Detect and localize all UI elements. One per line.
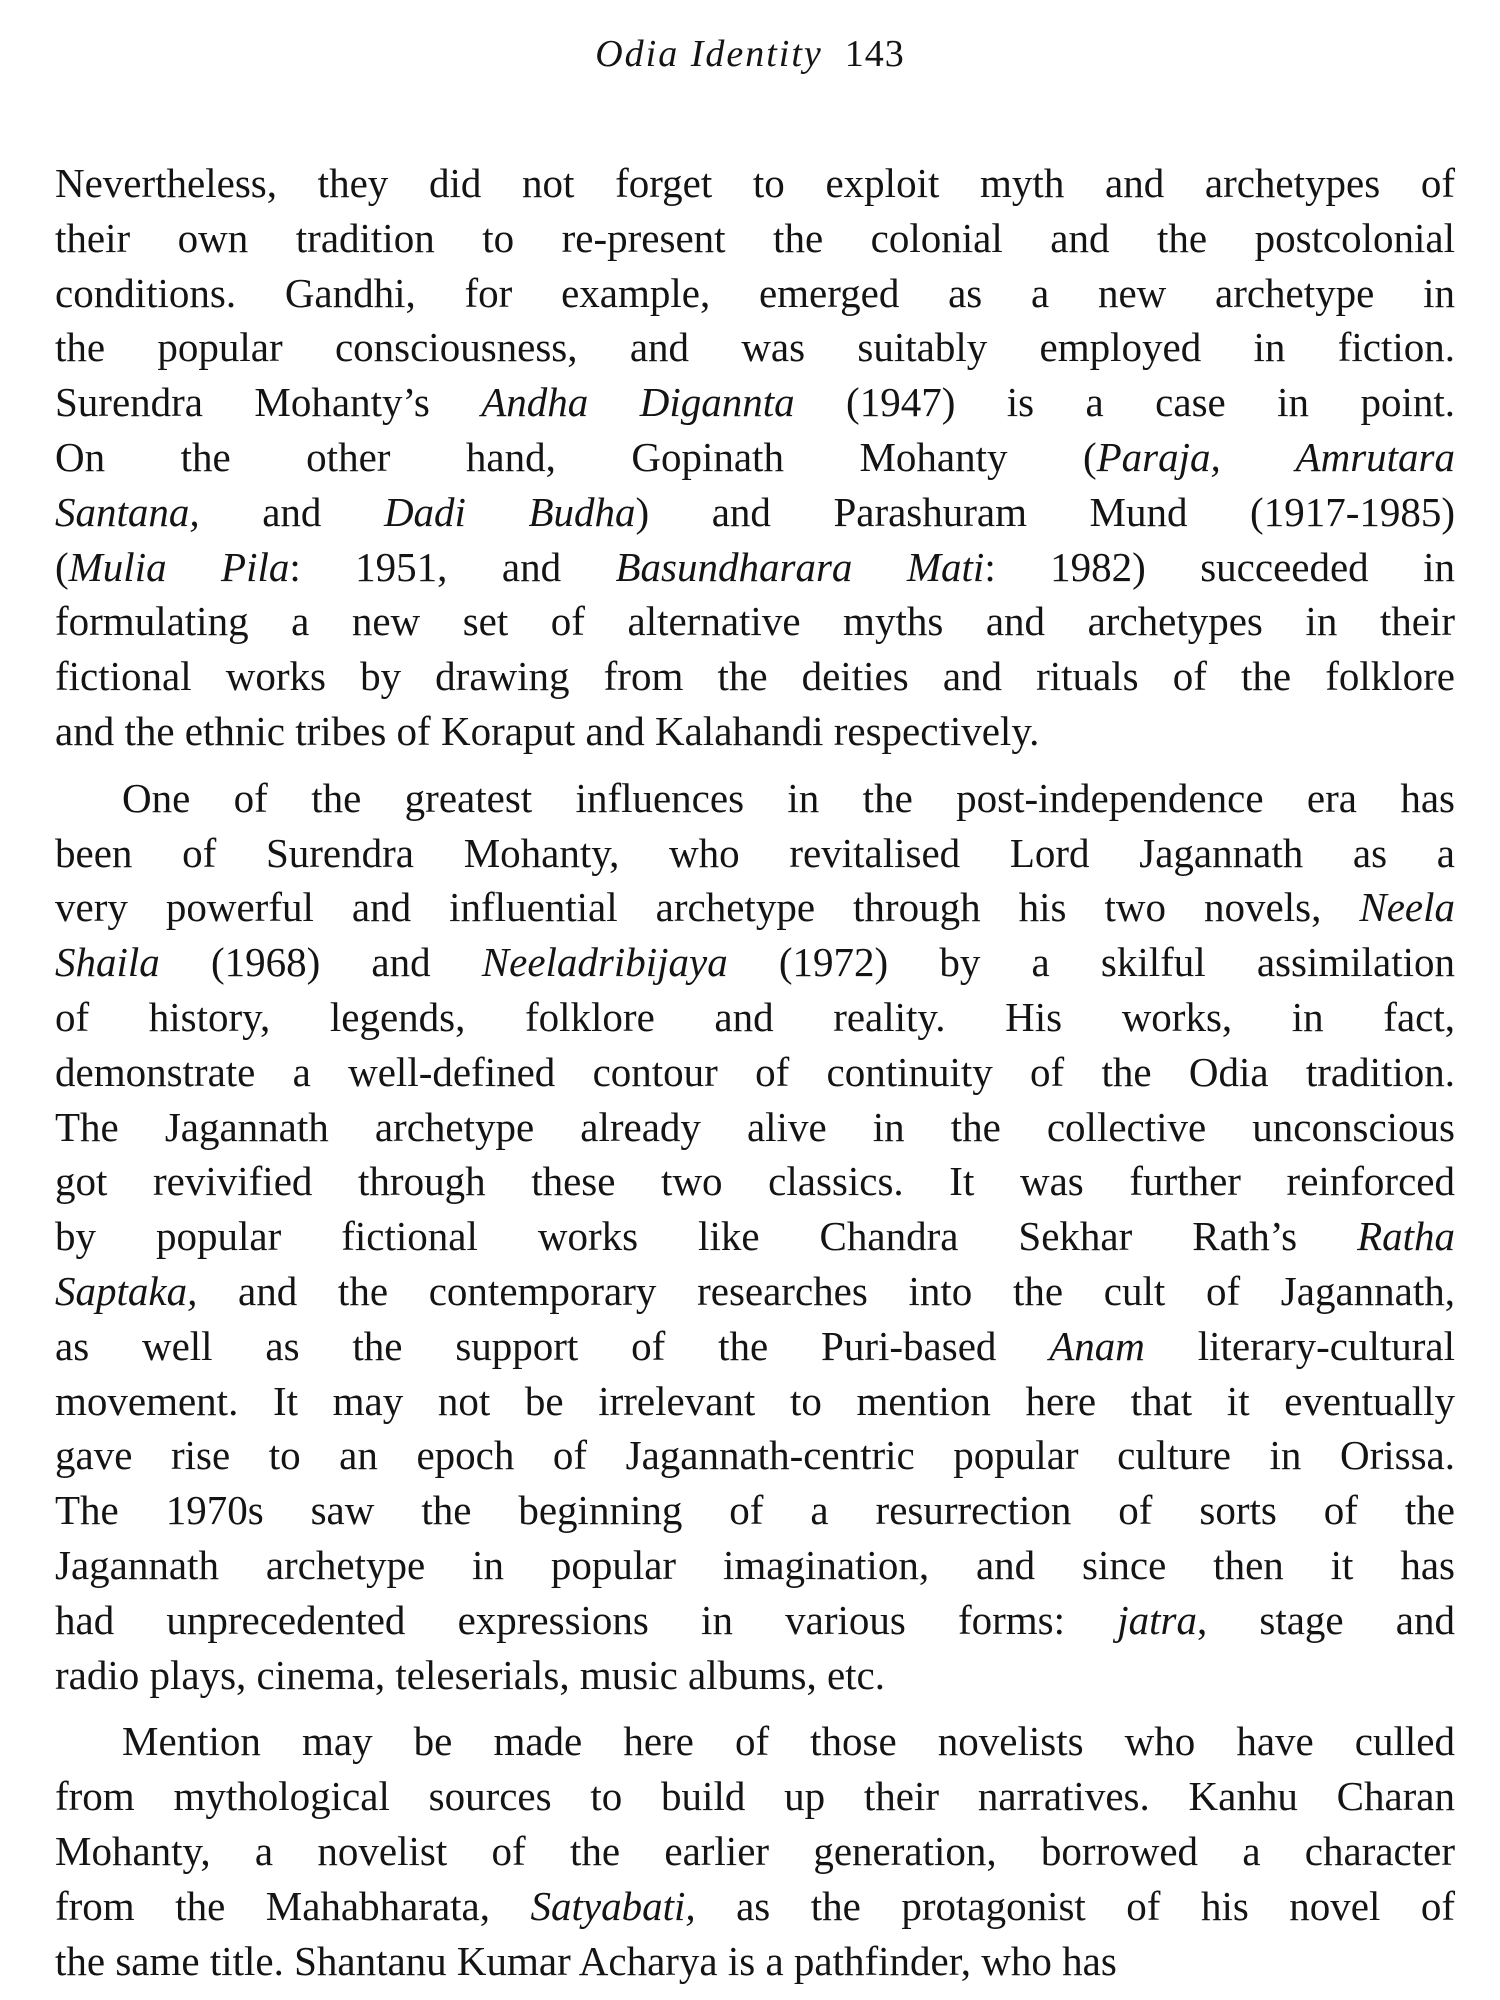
text-line: (Mulia Pila: 1951, and Basundharara Mati: 1982) succeeded in bbox=[55, 543, 1455, 590]
text-line: formulating a new set of alternative myths and archetypes in their bbox=[55, 598, 1455, 645]
text-line: gave rise to an epoch of Jagannath-centric popular culture in Orissa. bbox=[55, 1432, 1455, 1479]
text-line: One of the greatest influences in the post-independence era has bbox=[122, 774, 1455, 821]
text-line: of history, legends, folklore and reality. His works, in fact, bbox=[55, 993, 1455, 1040]
text-line: Mohanty, a novelist of the earlier generation, borrowed a character bbox=[55, 1827, 1455, 1874]
italic-title: Saptaka, bbox=[55, 1267, 198, 1314]
text-line: Santana, and Dadi Budha) and Parashuram Mund (1917-1985) bbox=[55, 488, 1455, 535]
italic-title: Santana, bbox=[55, 488, 200, 535]
text-line: been of Surendra Mohanty, who revitalised Lord Jagannath as a bbox=[55, 829, 1455, 876]
text-line: Mention may be made here of those novelists who have culled bbox=[122, 1718, 1455, 1765]
italic-title: Shaila bbox=[55, 939, 160, 986]
text-line: Jagannath archetype in popular imagination, and since then it has bbox=[55, 1541, 1455, 1588]
text-line: as well as the support of the Puri-based Anam literary-cultural bbox=[55, 1322, 1455, 1369]
text-line: radio plays, cinema, teleserials, music albums, etc. bbox=[55, 1651, 885, 1698]
italic-title: Anam bbox=[1049, 1322, 1145, 1369]
italic-title: Basundharara Mati bbox=[615, 543, 985, 590]
text-line: The 1970s saw the beginning of a resurrection of sorts of the bbox=[55, 1487, 1455, 1534]
text-line: had unprecedented expressions in various forms: jatra, stage and bbox=[55, 1596, 1455, 1643]
text-line: got revivified through these two classics. It was further reinforced bbox=[55, 1158, 1455, 1205]
italic-title: Satyabati, bbox=[530, 1882, 696, 1929]
text-line: and the ethnic tribes of Koraput and Kalahandi respectively. bbox=[55, 707, 1040, 754]
text-line: by popular fictional works like Chandra Sekhar Rath’s Ratha bbox=[55, 1213, 1455, 1260]
text-line: from mythological sources to build up their narratives. Kanhu Charan bbox=[55, 1773, 1455, 1820]
paragraph bbox=[55, 156, 1455, 759]
paragraph bbox=[55, 771, 1455, 1703]
text-line: demonstrate a well-defined contour of continuity of the Odia tradition. bbox=[55, 1048, 1455, 1095]
italic-title: Neela bbox=[1359, 884, 1455, 931]
text-line: the popular consciousness, and was suitably employed in fiction. bbox=[55, 324, 1455, 371]
text-line: their own tradition to re-present the colonial and the postcolonial bbox=[55, 214, 1455, 261]
text-line: the same title. Shantanu Kumar Acharya is a pathfinder, who has bbox=[55, 1937, 1117, 1984]
italic-title: Neeladribijaya bbox=[481, 939, 728, 986]
body-text bbox=[55, 156, 1455, 1988]
text-line: movement. It may not be irrelevant to mention here that it eventually bbox=[55, 1377, 1455, 1424]
text-line: from the Mahabharata, Satyabati, as the protagonist of his novel of bbox=[55, 1882, 1456, 1929]
italic-title: Paraja, Amrutara bbox=[1096, 433, 1455, 480]
italic-title: Mulia Pila bbox=[68, 543, 290, 590]
text-line: Saptaka, and the contemporary researches into the cult of Jagannath, bbox=[55, 1267, 1455, 1314]
text-line: conditions. Gandhi, for example, emerged as a new archetype in bbox=[55, 269, 1455, 316]
italic-title: Andha Digannta bbox=[481, 379, 795, 426]
running-head-title: Odia Identity bbox=[595, 33, 823, 75]
running-head bbox=[0, 30, 1500, 78]
page-number: 143 bbox=[844, 33, 905, 75]
text-line: Nevertheless, they did not forget to exploit myth and archetypes of bbox=[55, 160, 1455, 206]
italic-title: Dadi Budha bbox=[383, 488, 636, 535]
text-line: Shaila (1968) and Neeladribijaya (1972) by a skilful assimilation bbox=[55, 939, 1455, 986]
text-line: On the other hand, Gopinath Mohanty (Paraja, Amrutara bbox=[55, 433, 1455, 480]
paragraph bbox=[55, 1714, 1455, 1988]
text-line: fictional works by drawing from the deities and rituals of the folklore bbox=[55, 653, 1455, 700]
text-line: Surendra Mohanty’s Andha Digannta (1947) is a case in point. bbox=[55, 379, 1456, 426]
italic-title: jatra bbox=[1117, 1596, 1197, 1643]
text-line: The Jagannath archetype already alive in the collective unconscious bbox=[55, 1103, 1455, 1150]
text-line: very powerful and influential archetype through his two novels, Neela bbox=[55, 884, 1455, 931]
italic-title: Ratha bbox=[1357, 1213, 1455, 1260]
